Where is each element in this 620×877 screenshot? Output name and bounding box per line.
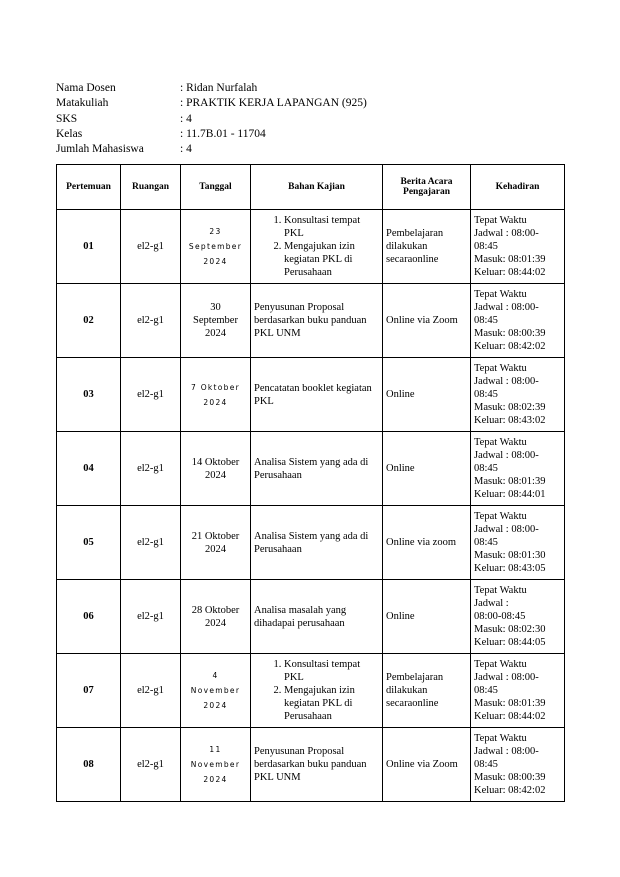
table-row (57, 358, 565, 432)
kehadiran-line: Keluar: 08:43:05 (474, 563, 546, 574)
pertemuan-cell: 08 (57, 728, 121, 802)
kehadiran-line: Tepat Waktu (474, 585, 527, 596)
tanggal-cell (181, 580, 251, 654)
pertemuan-cell: 04 (57, 432, 121, 506)
tanggal-line: 7 Oktober (190, 382, 241, 392)
bahan-kajian-list (254, 658, 379, 723)
tanggal-line: 28 Oktober (191, 604, 240, 616)
ruangan-cell: el2-g1 (121, 506, 181, 580)
table-row (57, 506, 565, 580)
kehadiran-line: Jadwal : 08:00- (474, 524, 539, 535)
table-row (57, 210, 565, 284)
kehadiran-line: Jadwal : (474, 598, 509, 609)
table-row (57, 654, 565, 728)
berita-acara-cell: Online via Zoom (383, 728, 471, 802)
header-pertemuan: Pertemuan (57, 165, 121, 210)
info-row-sks (56, 112, 367, 127)
ruangan-cell: el2-g1 (121, 728, 181, 802)
kehadiran-cell (471, 432, 565, 506)
header-kehadiran: Kehadiran (471, 165, 565, 210)
kehadiran-line: Keluar: 08:44:05 (474, 637, 546, 648)
matakuliah-label: Matakuliah (56, 97, 109, 110)
bahan-kajian-cell: Analisa Sistem yang ada di Perusahaan (251, 432, 383, 506)
tanggal-line: 2024 (203, 775, 228, 784)
info-row-matakuliah (56, 96, 367, 111)
kehadiran-line: Jadwal : 08:00- (474, 450, 539, 461)
table-header-row (57, 165, 565, 210)
kehadiran-line: Masuk: 08:02:30 (474, 624, 546, 635)
tanggal-line: 2024 (203, 701, 228, 710)
table-row (57, 432, 565, 506)
tanggal-line: 2024 (203, 397, 228, 407)
ruangan-cell: el2-g1 (121, 654, 181, 728)
tanggal-line: 2024 (203, 257, 228, 266)
kehadiran-line: Tepat Waktu (474, 363, 527, 374)
berita-acara-cell: Pembelajaran dilakukan secaraonline (383, 654, 471, 728)
kehadiran-line: Keluar: 08:42:02 (474, 341, 546, 352)
tanggal-line: 2024 (205, 328, 226, 339)
tanggal-line: September (188, 242, 243, 251)
berita-acara-cell: Online (383, 432, 471, 506)
table-row (57, 284, 565, 358)
tanggal-line: 11 (209, 745, 222, 754)
dosen-value: : Ridan Nurfalah (180, 82, 258, 94)
jumlah-label: Jumlah Mahasiswa (56, 143, 144, 156)
berita-acara-cell: Online (383, 358, 471, 432)
berita-acara-cell: Pembelajaran dilakukan secaraonline (383, 210, 471, 284)
kehadiran-line: 08:45 (474, 537, 498, 548)
kehadiran-line: Jadwal : 08:00- (474, 746, 539, 757)
header-ruangan: Ruangan (121, 165, 181, 210)
kehadiran-line: Keluar: 08:43:02 (474, 415, 546, 426)
pertemuan-cell: 07 (57, 654, 121, 728)
kehadiran-line: Masuk: 08:01:39 (474, 254, 546, 265)
tanggal-line: November (190, 686, 241, 695)
bahan-kajian-list (254, 214, 379, 279)
kehadiran-line: Tepat Waktu (474, 659, 527, 670)
bahan-kajian-item: 2. Mengajukan izin kegiatan PKL di Perusahaan (284, 240, 379, 279)
info-row-kelas (56, 127, 367, 142)
kehadiran-line: 08:45 (474, 685, 498, 696)
kehadiran-cell (471, 506, 565, 580)
kehadiran-cell (471, 358, 565, 432)
kehadiran-line: Masuk: 08:02:39 (474, 402, 546, 413)
kehadiran-line: 08:00-08:45 (474, 611, 526, 622)
kehadiran-line: Keluar: 08:42:02 (474, 785, 546, 796)
kehadiran-line: Masuk: 08:01:30 (474, 550, 546, 561)
bahan-kajian-item: 2. Mengajukan izin kegiatan PKL di Perusahaan (284, 684, 379, 723)
kehadiran-line: Tepat Waktu (474, 511, 527, 522)
info-row-jumlah (56, 142, 367, 157)
kehadiran-line: Tepat Waktu (474, 215, 527, 226)
tanggal-line: 30 (210, 302, 221, 313)
kehadiran-cell (471, 728, 565, 802)
kehadiran-line: Masuk: 08:00:39 (474, 772, 546, 783)
kehadiran-line: Jadwal : 08:00- (474, 302, 539, 313)
pertemuan-cell: 03 (57, 358, 121, 432)
table-row (57, 580, 565, 654)
tanggal-line: 21 Oktober (191, 530, 240, 542)
header-bahan-kajian: Bahan Kajian (251, 165, 383, 210)
bahan-kajian-item: 1. Konsultasi tempat PKL (284, 658, 379, 684)
berita-acara-cell: Online (383, 580, 471, 654)
sks-label: SKS (56, 112, 78, 125)
kehadiran-line: 08:45 (474, 463, 498, 474)
table-row (57, 728, 565, 802)
tanggal-line: November (190, 760, 241, 769)
kehadiran-line: Tepat Waktu (474, 733, 527, 744)
kehadiran-line: Jadwal : 08:00- (474, 228, 539, 239)
bahan-kajian-cell: Pencatatan booklet kegiatan PKL (251, 358, 383, 432)
kehadiran-cell (471, 580, 565, 654)
jumlah-value: : 4 (180, 143, 192, 156)
kehadiran-line: Keluar: 08:44:02 (474, 267, 546, 278)
tanggal-cell (181, 284, 251, 358)
tanggal-cell (181, 432, 251, 506)
tanggal-cell (181, 728, 251, 802)
ruangan-cell: el2-g1 (121, 580, 181, 654)
dosen-label: Nama Dosen (56, 82, 116, 94)
pertemuan-cell: 02 (57, 284, 121, 358)
berita-acara-cell: Online via Zoom (383, 284, 471, 358)
ruangan-cell: el2-g1 (121, 210, 181, 284)
kehadiran-line: 08:45 (474, 389, 498, 400)
kehadiran-line: Tepat Waktu (474, 289, 527, 300)
kehadiran-line: Jadwal : 08:00- (474, 376, 539, 387)
bahan-kajian-cell: Penyusunan Proposal berdasarkan buku panduan PKL UNM (251, 728, 383, 802)
tanggal-cell (181, 654, 251, 728)
kehadiran-cell (471, 654, 565, 728)
tanggal-cell (181, 210, 251, 284)
pertemuan-cell: 01 (57, 210, 121, 284)
pertemuan-cell: 05 (57, 506, 121, 580)
kehadiran-line: 08:45 (474, 241, 498, 252)
kehadiran-line: Keluar: 08:44:01 (474, 489, 546, 500)
tanggal-cell (181, 358, 251, 432)
bahan-kajian-cell (251, 654, 383, 728)
tanggal-line: 23 (209, 227, 222, 236)
bahan-kajian-item: 1. Konsultasi tempat PKL (284, 214, 379, 240)
bahan-kajian-cell: Analisa masalah yang dihadapai perusahaan (251, 580, 383, 654)
tanggal-line: 4 (212, 671, 219, 680)
sks-value: : 4 (180, 112, 192, 125)
kehadiran-line: Masuk: 08:00:39 (474, 328, 546, 339)
matakuliah-value: : PRAKTIK KERJA LAPANGAN (925) (180, 97, 367, 110)
header-tanggal: Tanggal (181, 165, 251, 210)
info-row-dosen (56, 81, 367, 96)
tanggal-line: 2024 (205, 617, 226, 629)
tanggal-line: September (193, 315, 238, 326)
kehadiran-line: Keluar: 08:44:02 (474, 711, 546, 722)
attendance-table (56, 164, 565, 802)
tanggal-line: 2024 (205, 469, 226, 481)
bahan-kajian-cell (251, 210, 383, 284)
kehadiran-cell (471, 284, 565, 358)
pertemuan-cell: 06 (57, 580, 121, 654)
bahan-kajian-cell: Penyusunan Proposal berdasarkan buku panduan PKL UNM (251, 284, 383, 358)
tanggal-line: 14 Oktober (191, 456, 240, 468)
kehadiran-line: 08:45 (474, 759, 498, 770)
kehadiran-line: Jadwal : 08:00- (474, 672, 539, 683)
ruangan-cell: el2-g1 (121, 432, 181, 506)
tanggal-line: 2024 (205, 543, 226, 555)
course-info (56, 81, 367, 157)
tanggal-cell (181, 506, 251, 580)
kehadiran-cell (471, 210, 565, 284)
kelas-value: : 11.7B.01 - 11704 (180, 127, 266, 140)
ruangan-cell: el2-g1 (121, 358, 181, 432)
kehadiran-line: Masuk: 08:01:39 (474, 476, 546, 487)
kehadiran-line: Tepat Waktu (474, 437, 527, 448)
bahan-kajian-cell: Analisa Sistem yang ada di Perusahaan (251, 506, 383, 580)
header-berita-acara: Berita Acara Pengajaran (383, 165, 471, 210)
ruangan-cell: el2-g1 (121, 284, 181, 358)
kehadiran-line: 08:45 (474, 315, 498, 326)
kelas-label: Kelas (56, 127, 83, 140)
kehadiran-line: Masuk: 08:01:39 (474, 698, 546, 709)
berita-acara-cell: Online via zoom (383, 506, 471, 580)
